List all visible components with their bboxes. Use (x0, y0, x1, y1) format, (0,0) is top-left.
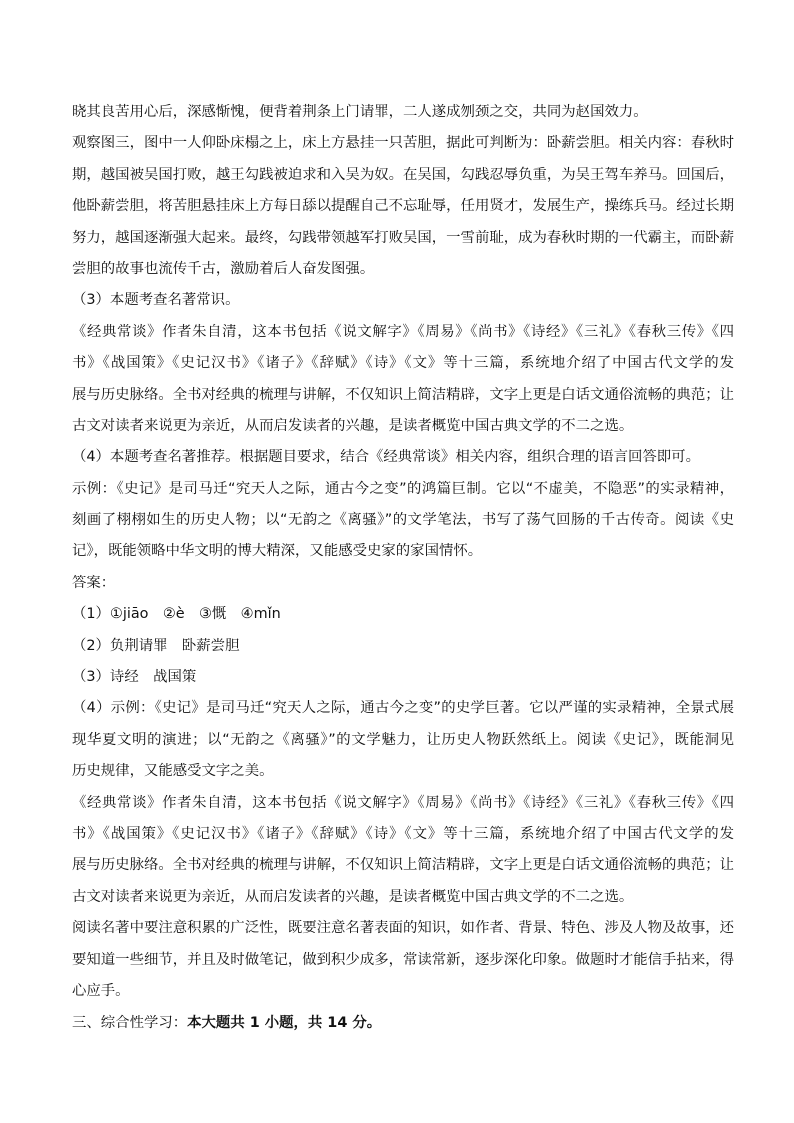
text-line: 展与历史脉络。全书对经典的梳理与讲解，不仅知识上简洁精辟，文字上更是白话文通俗流畅的典范；让 (72, 386, 734, 403)
text-line: （3）诗经 战国策 (72, 669, 197, 686)
text-line: 答案： (72, 574, 116, 591)
text-line: （3）本题考查名著常识。 (72, 292, 240, 309)
text-line: 《经典常谈》作者朱自清，这本书包括《说文解字》《周易》《尚书》《诗经》《三礼》《春秋三传》《四 (72, 794, 734, 811)
text-line: 历史规律，又能感受文字之美。 (72, 763, 274, 780)
text-line: 观察图三，图中一人仰卧床榻之上，床上方悬挂一只苦胆，据此可判断为：卧薪尝胆。相关内容：春秋时 (72, 135, 734, 152)
text-line: 记》，既能领略中华文明的博大精深，又能感受史家的家国情怀。 (72, 543, 483, 560)
text-line: 他卧薪尝胆，将苦胆悬挂床上方每日舔以提醒自己不忘耻辱，任用贤才，发展生产，操练兵马。经过长期 (72, 198, 734, 215)
text-line: 展与历史脉络。全书对经典的梳理与讲解，不仅知识上简洁精辟，文字上更是白话文通俗流畅的典范；让 (72, 857, 734, 874)
text-line: 《经典常谈》作者朱自清，这本书包括《说文解字》《周易》《尚书》《诗经》《三礼》《春秋三传》《四 (72, 323, 734, 340)
text-line: （2）负荆请罪 卧薪尝胆 (72, 637, 240, 654)
text-line: 阅读名著中要注意积累的广泛性，既要注意名著表面的知识，如作者、背景、特色、涉及人物及故事，还 (72, 920, 734, 937)
text-line: 努力，越国逐渐强大起来。最终，勾践带领越军打败吴国，一雪前耻，成为春秋时期的一代霸主，而卧薪 (72, 229, 734, 246)
text-line: 示例：《史记》是司马迁“究天人之际，通古今之变”的鸿篇巨制。它以“不虚美，不隐恶”的实录精神， (72, 480, 734, 497)
text-line: 书》《战国策》《史记汉书》《诸子》《辞赋》《诗》《文》等十三篇，系统地介绍了中国古代文学的发 (72, 825, 734, 842)
text-line: 刻画了栩栩如生的历史人物；以“无韵之《离骚》”的文学笔法，书写了荡气回肠的千古传奇。阅读《史 (72, 512, 734, 529)
section-heading (72, 1008, 734, 1039)
text-line: 要知道一些细节，并且及时做笔记，做到积少成多，常读常新，逐步深化印象。做题时才能信手拈来，得 (72, 951, 734, 968)
text-line: 现华夏文明的演进；以“无韵之《离骚》”的文学魅力，让历史人物跃然纸上。阅读《史记》，既能洞见 (72, 731, 734, 748)
text-line: 心应手。 (72, 982, 130, 999)
text-line: 期，越国被吴国打败，越王勾践被迫求和入吴为奴。在吴国，勾践忍辱负重，为吴王驾车养马。回国后， (72, 166, 734, 183)
text-line: （1）①jiāo ②è ③慨 ④mǐn (72, 606, 281, 623)
section-heading-bold: 本大题共 1 小题，共 14 分。 (187, 1015, 382, 1031)
text-line: （4）示例：《史记》是司马迁“究天人之际，通古今之变”的史学巨著。它以严谨的实录精神，全景式展 (72, 700, 734, 717)
text-line: （4）本题考查名著推荐。根据题目要求，结合《经典常谈》相关内容，组织合理的语言回答即可。 (72, 449, 700, 466)
text-line: 晓其良苦用心后，深感惭愧，便背着荆条上门请罪，二人遂成刎颈之交，共同为赵国效力。 (72, 104, 648, 120)
document-body (72, 97, 734, 1007)
text-line: 古文对读者来说更为亲近，从而启发读者的兴趣，是读者概览中国古典文学的不二之选。 (72, 417, 634, 434)
text-line: 书》《战国策》《史记汉书》《诸子》《辞赋》《诗》《文》等十三篇，系统地介绍了中国古代文学的发 (72, 355, 734, 372)
text-line: 尝胆的故事也流传千古，激励着后人奋发图强。 (72, 260, 375, 277)
text-line: 古文对读者来说更为亲近，从而启发读者的兴趣，是读者概览中国古典文学的不二之选。 (72, 888, 634, 905)
section-heading-prefix: 三、综合性学习： (72, 1015, 188, 1031)
section-heading-block (72, 1008, 734, 1039)
